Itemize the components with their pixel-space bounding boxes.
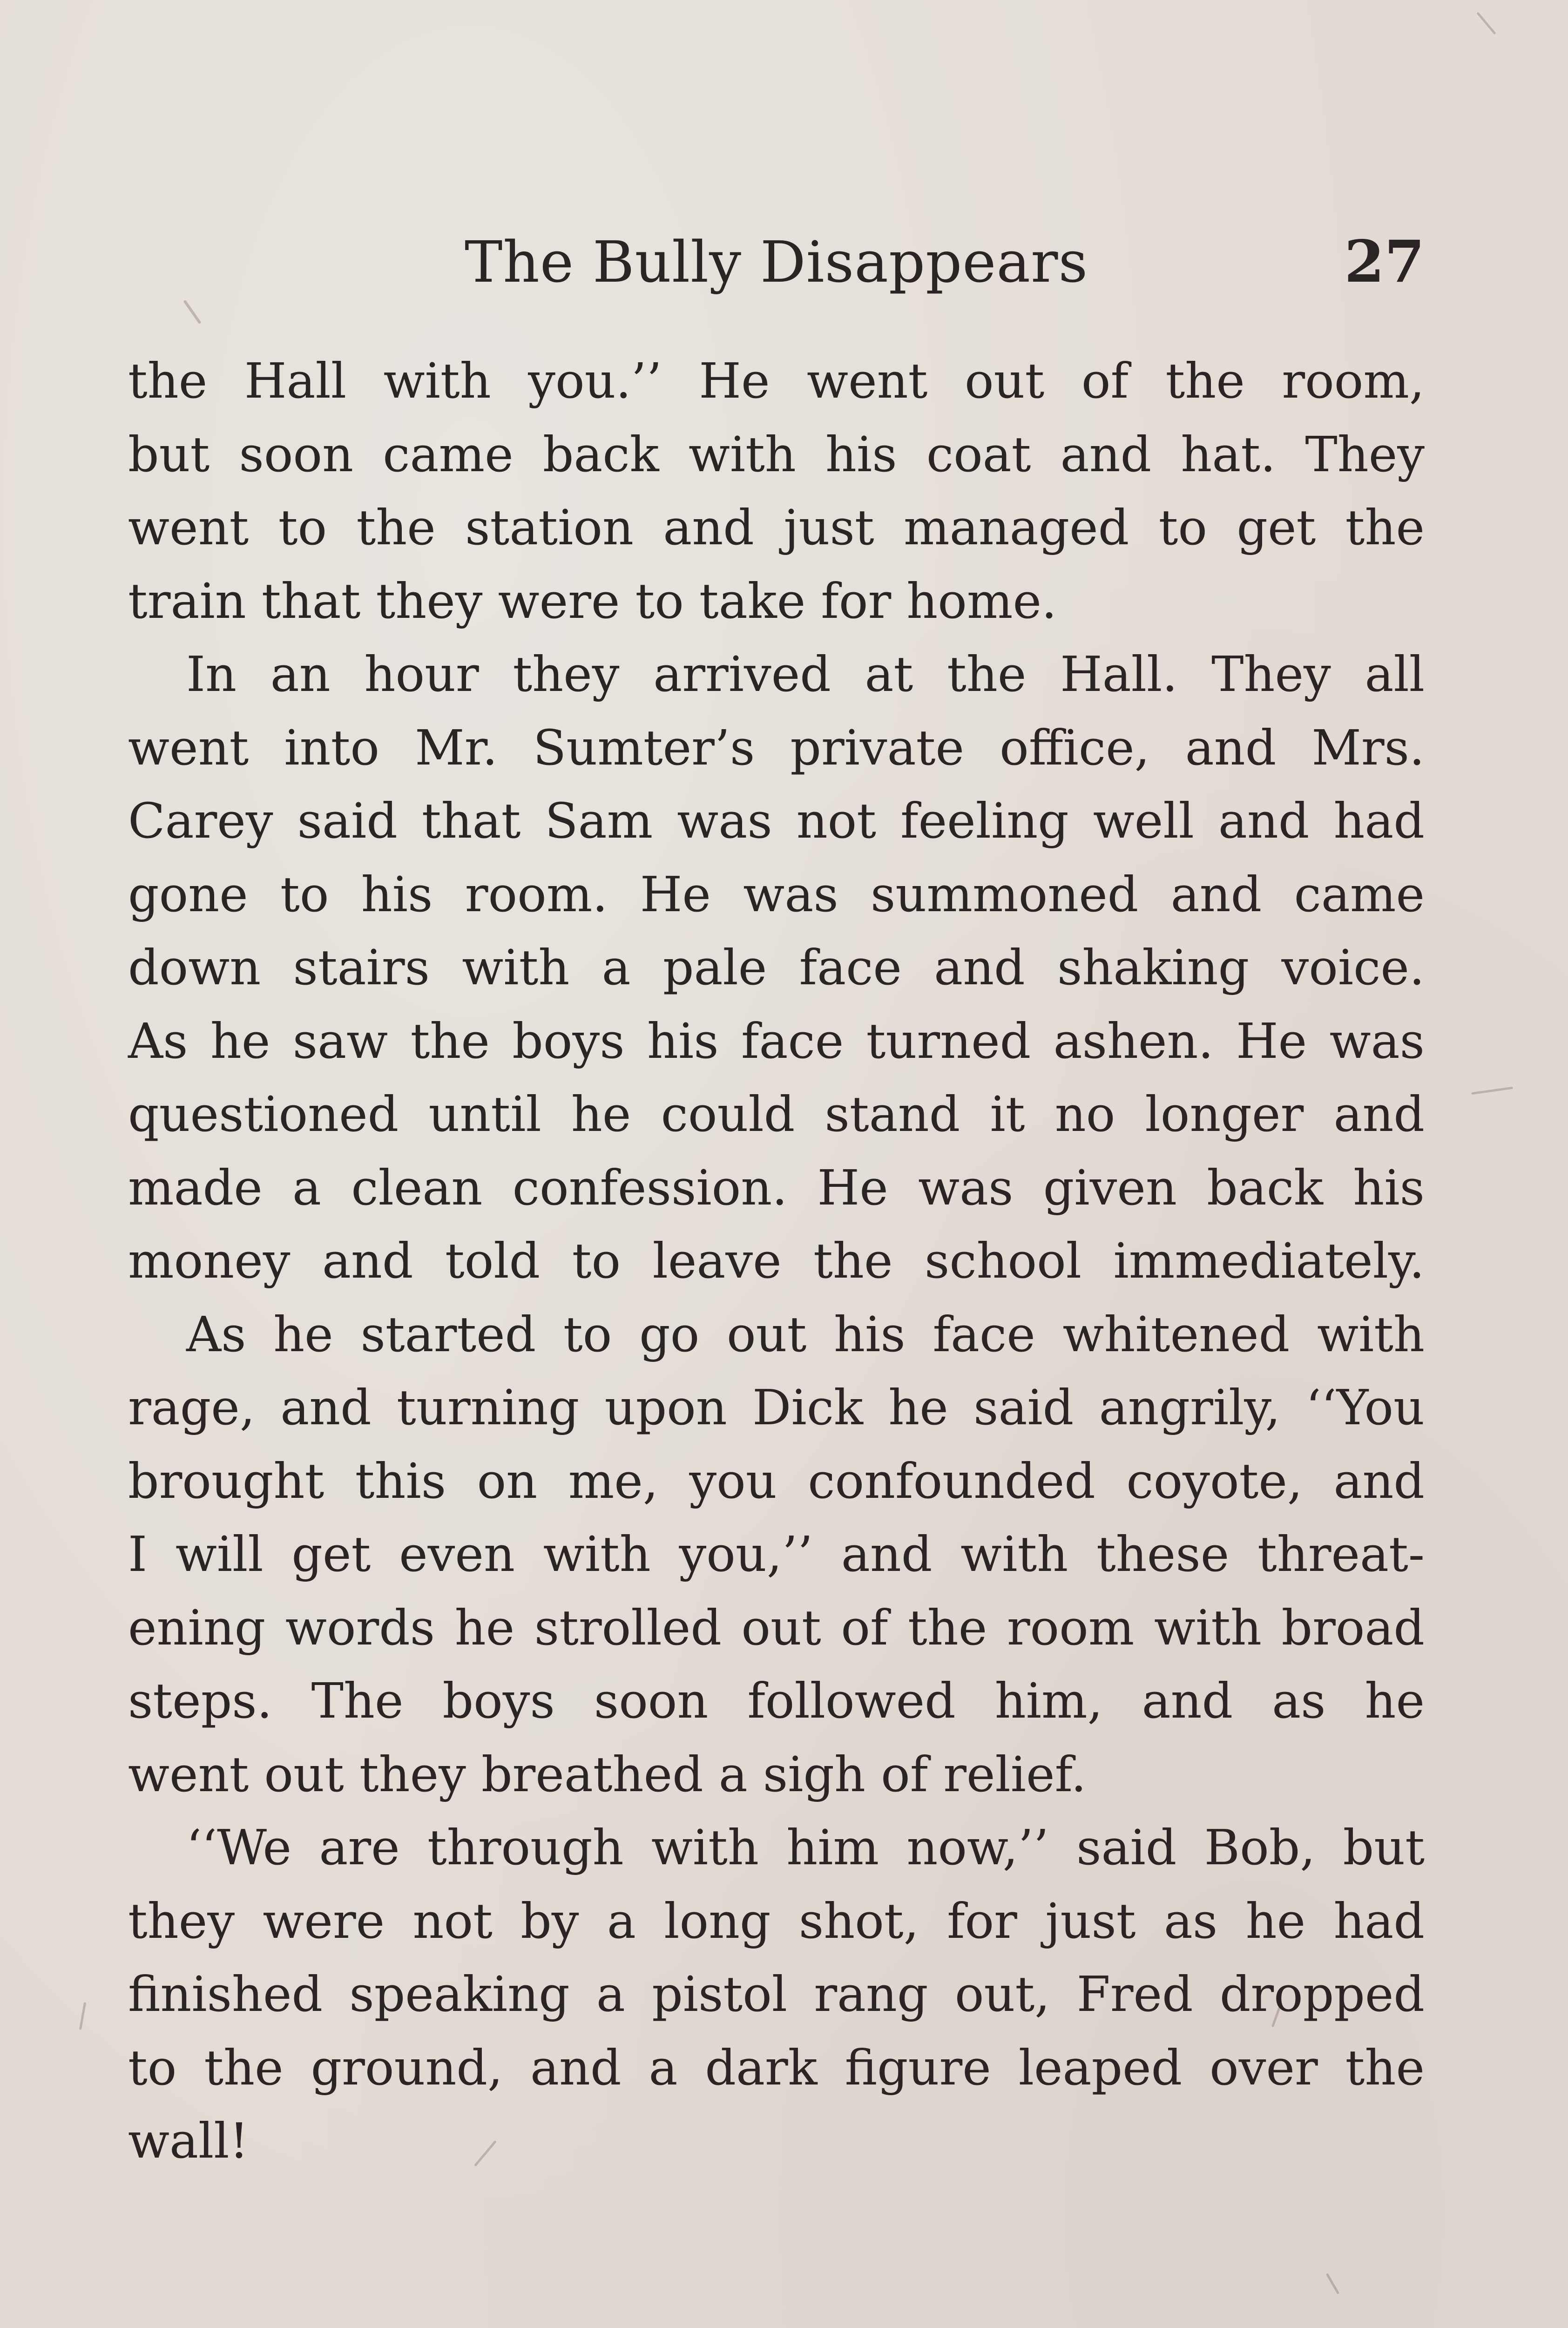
text-line: finished speaking a pistol rang out, Fred dropped xyxy=(128,1966,1425,2023)
text-line: gone to his room. He was summoned and came xyxy=(128,866,1425,923)
text-line: made a clean confession. He was given back his xyxy=(128,1159,1425,1216)
text-line: As he saw the boys his face turned ashen. He was xyxy=(128,1012,1425,1069)
paper-fiber xyxy=(183,300,201,325)
text-line: the Hall with you.’’ He went out of the room, xyxy=(128,352,1425,409)
text-line: they were not by a long shot, for just as he had xyxy=(128,1892,1425,1949)
text-line: brought this on me, you confounded coyote, and xyxy=(128,1452,1425,1509)
text-line: down stairs with a pale face and shaking voice. xyxy=(128,939,1425,996)
text-line: went out they breathed a sigh of relief. xyxy=(128,1746,1087,1803)
paper-fiber xyxy=(1476,12,1496,34)
body-text xyxy=(128,345,1425,2178)
text-line: questioned until he could stand it no longer and xyxy=(128,1086,1425,1143)
paper-fiber xyxy=(1471,1087,1513,1095)
text-line: wall! xyxy=(128,2112,249,2169)
text-line: train that they were to take for home. xyxy=(128,572,1057,629)
text-line: went to the station and just managed to get the xyxy=(128,499,1425,556)
paper-fiber xyxy=(1326,2273,1339,2294)
text-line: steps. The boys soon followed him, and as he xyxy=(128,1672,1425,1729)
text-line: rage, and turning upon Dick he said angrily, ‘‘You xyxy=(128,1379,1425,1436)
page-number: 27 xyxy=(1344,228,1425,296)
text-line: to the ground, and a dark figure leaped over the xyxy=(128,2039,1425,2096)
text-line: went into Mr. Sumter’s private office, and Mrs. xyxy=(128,719,1425,776)
text-line: ening words he strolled out of the room with broad xyxy=(128,1599,1425,1656)
text-line: money and told to leave the school immediately. xyxy=(128,1232,1425,1289)
running-head xyxy=(128,227,1425,297)
text-line: ‘‘We are through with him now,’’ said Bob, but xyxy=(186,1819,1425,1876)
running-head-title: The Bully Disappears xyxy=(464,229,1088,295)
text-line: Carey said that Sam was not feeling well and had xyxy=(128,792,1425,849)
text-line: but soon came back with his coat and hat. They xyxy=(128,426,1425,483)
text-line: I will get even with you,’’ and with these threat- xyxy=(128,1526,1425,1583)
text-line: As he started to go out his face whitened with xyxy=(186,1306,1425,1363)
paper-fiber xyxy=(79,2002,86,2030)
text-line: In an hour they arrived at the Hall. They all xyxy=(186,646,1425,703)
